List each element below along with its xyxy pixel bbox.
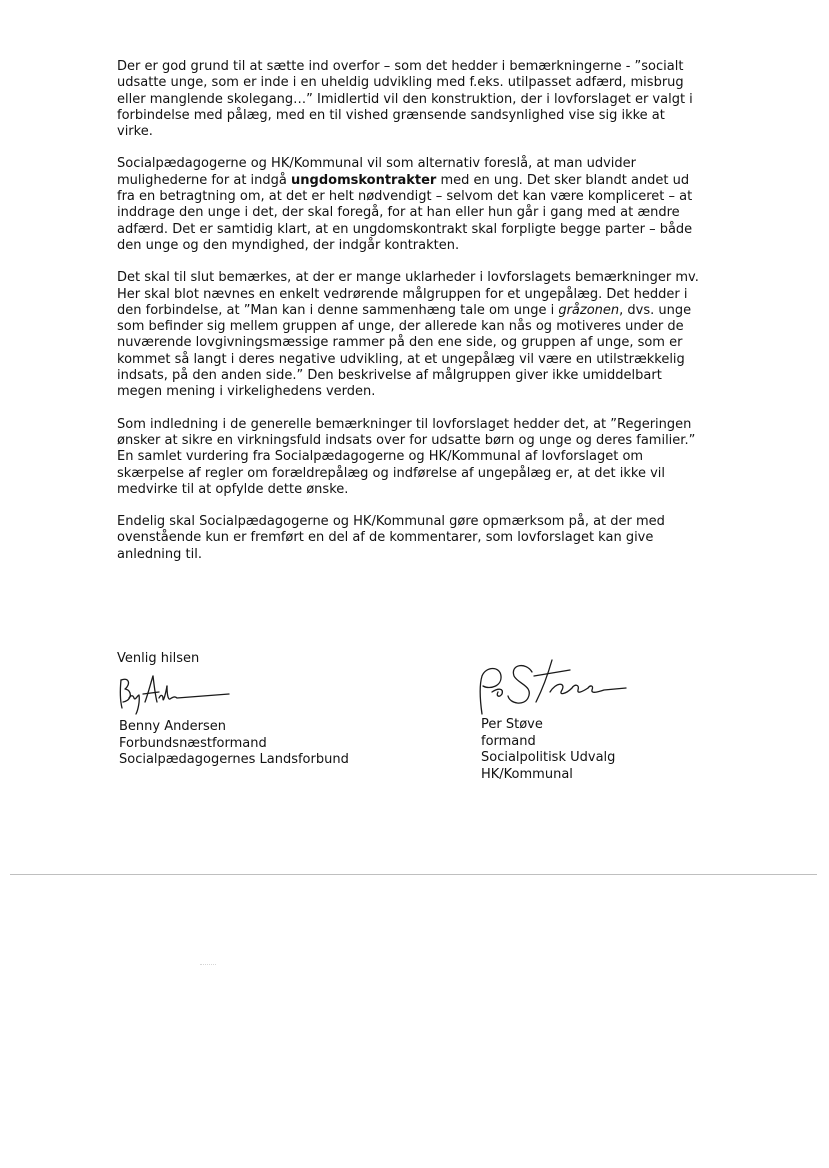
paragraph-p1	[117, 59, 817, 140]
paragraph-p5	[117, 514, 817, 563]
paragraph-p2	[117, 156, 817, 254]
signature-left	[117, 668, 237, 716]
text-run: Socialpædagogerne og HK/Kommunal vil som alternativ foreslå, at man udvider mulighederne for at indgå	[117, 156, 636, 188]
signer-block-right	[481, 717, 615, 783]
letter-body	[117, 59, 817, 579]
text-run: Der er god grund til at sætte ind overfor – som det hedder i bemærkningerne - ”socialt udsatte unge, som er inde i en uheldig udvikling med f.eks. utilpasset adfærd, misbrug eller manglende skolegang…” Imidlertid vil den konstruktion, der i lovforslaget er valgt i forbindelse med pålæg, med en til vished grænsende sandsynlighed vise sig ikke at virke.	[117, 59, 693, 140]
signer-organization: Socialpædagogernes Landsforbund	[119, 752, 349, 767]
signer-title: Forbundsnæstformand	[119, 735, 267, 751]
page-divider	[10, 874, 817, 875]
text-run: Som indledning i de generelle bemærkninger til lovforslaget hedder det, at ”Regeringen ønsker at sikre en virkningsfuld indsats over for udsatte børn og unge og deres familier.” En samlet vurdering fra Socialpædagogerne og HK/Kommunal af lovforslaget om skærpelse af regler om forældrepålæg og indførelse af ungepålæg er, at det ikke vil medvirke til at opfylde dette ønske.	[117, 416, 696, 497]
paragraph-p4	[117, 417, 817, 498]
bold-text-run: ungdomskontrakter	[291, 172, 437, 188]
signer-title: formand	[481, 733, 536, 749]
text-run: Endelig skal Socialpædagogerne og HK/Kommunal gøre opmærksom på, at der med ovenstående kun er fremført en del af de kommentarer, som lovforslaget kan give anledning til.	[117, 514, 665, 562]
text-run: , dvs. unge som befinder sig mellem gruppen af unge, der allerede kan nås og motiveres under de nuværende lovgivningsmæssige rammer på den ene side, og gruppen af unge, som er kommet så langt i deres negative udvikling, at et ungepålæg vil være en utilstrækkelig indsats, på den anden side.” Den beskrivelse af målgruppen giver ikke umiddelbart megen mening i virkelighedens verden.	[117, 302, 692, 400]
signer-committee: Socialpolitisk Udvalg	[481, 750, 616, 765]
signer-block-left	[119, 719, 349, 769]
signer-name: Per Støve	[481, 717, 543, 732]
italic-text-run: gråzonen	[558, 302, 620, 318]
signer-name: Benny Andersen	[119, 719, 226, 734]
scan-speck	[200, 964, 216, 965]
text-run: med en ung. Det sker blandt andet ud fra en betragtning om, at det er helt nødvendigt – selvom det kan være kompliceret – at inddrage den unge i det, der skal foregå, for at han eller hun går i gang med at ændre adfærd. Det er samtidig klart, at en ungdomskontrakt skal forpligte begge parter – både den unge og den myndighed, der indgår kontrakten.	[117, 172, 693, 253]
text-run: Det skal til slut bemærkes, at der er mange uklarheder i lovforslagets bemærkninger mv. Her skal blot nævnes en enkelt vedrørende målgruppen for et ungepålæg. Det hedder i den forbindelse, at ”Man kan i denne sammenhæng tale om unge i	[117, 270, 699, 318]
paragraph-p3	[117, 270, 817, 400]
signature-right	[470, 652, 630, 718]
closing-greeting: Venlig hilsen	[117, 651, 200, 666]
signer-organization: HK/Kommunal	[481, 766, 573, 782]
